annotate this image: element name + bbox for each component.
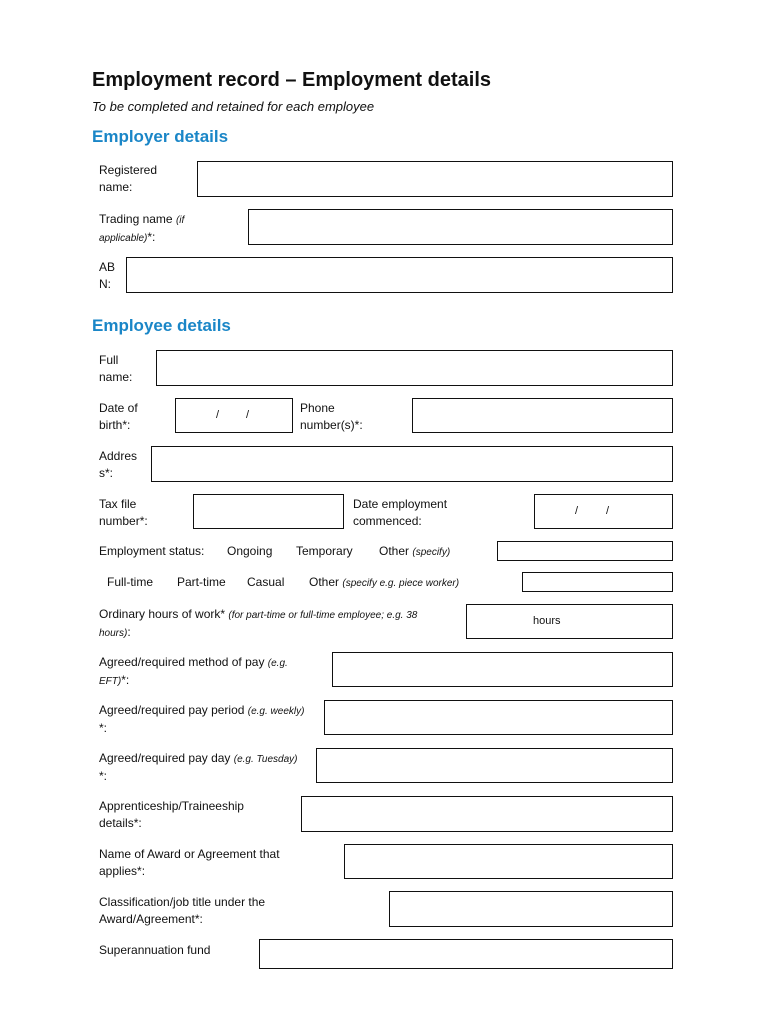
- award-field[interactable]: [344, 844, 673, 879]
- abn-label: AB N:: [99, 260, 116, 291]
- employment-status-label: Employment status:: [99, 544, 205, 558]
- classification-field[interactable]: [389, 891, 673, 927]
- pay-period-field[interactable]: [324, 700, 673, 735]
- phone-label: Phone number(s)*:: [300, 401, 363, 432]
- commenced-slash-1: /: [575, 505, 579, 517]
- pay-day-label: Agreed/required pay day (e.g. Tuesday) *:: [99, 751, 298, 783]
- registered-name-field[interactable]: [197, 161, 673, 197]
- part-time-option[interactable]: Part-time: [177, 575, 226, 589]
- dob-slash-1: /: [216, 409, 220, 421]
- superannuation-field[interactable]: [259, 939, 673, 969]
- other-basis-specify-field[interactable]: [522, 572, 673, 592]
- dob-slash-2: /: [246, 409, 250, 421]
- tax-file-number-label: Tax file number*:: [99, 497, 148, 528]
- pay-method-field[interactable]: [332, 652, 673, 687]
- tax-file-number-field[interactable]: [193, 494, 344, 529]
- full-time-option[interactable]: Full-time: [107, 575, 154, 589]
- status-other-specify-field[interactable]: [497, 541, 673, 561]
- page-title: Employment record – Employment details: [92, 69, 491, 91]
- status-temporary-option[interactable]: Temporary: [296, 544, 353, 558]
- apprenticeship-label: Apprenticeship/Traineeship details*:: [99, 799, 244, 830]
- page-subtitle: To be completed and retained for each employee: [92, 99, 375, 114]
- status-other-option[interactable]: Other (specify): [379, 544, 451, 558]
- dob-field[interactable]: [175, 398, 293, 433]
- date-commenced-field[interactable]: [534, 494, 673, 529]
- other-basis-option[interactable]: Other (specify e.g. piece worker): [309, 575, 460, 589]
- trading-name-field[interactable]: [248, 209, 673, 245]
- pay-day-field[interactable]: [316, 748, 673, 783]
- pay-method-label: Agreed/required method of pay (e.g. EFT)*:: [99, 655, 288, 687]
- full-name-field[interactable]: [156, 350, 673, 386]
- address-label: Addres s*:: [99, 449, 138, 480]
- casual-option[interactable]: Casual: [247, 575, 285, 589]
- date-commenced-label: Date employment commenced:: [353, 497, 448, 528]
- employee-details-heading: Employee details: [92, 316, 231, 335]
- hours-unit-text: hours: [533, 615, 561, 627]
- ordinary-hours-field[interactable]: [466, 604, 673, 639]
- registered-name-label: Registered name:: [99, 163, 158, 194]
- classification-label: Classification/job title under the Award/Agreement*:: [99, 895, 266, 926]
- phone-field[interactable]: [412, 398, 673, 433]
- award-label: Name of Award or Agreement that applies*:: [99, 847, 280, 878]
- employer-details-heading: Employer details: [92, 127, 229, 146]
- status-ongoing-option[interactable]: Ongoing: [227, 544, 273, 558]
- commenced-slash-2: /: [606, 505, 610, 517]
- abn-field[interactable]: [126, 257, 673, 293]
- ordinary-hours-label: Ordinary hours of work* (for part-time or full-time employee; e.g. 38 hours):: [99, 607, 418, 639]
- pay-period-label: Agreed/required pay period (e.g. weekly) *:: [99, 703, 305, 735]
- full-name-label: Full name:: [99, 353, 133, 384]
- dob-label: Date of birth*:: [99, 401, 138, 432]
- trading-name-label: Trading name (if applicable)*:: [99, 212, 185, 244]
- apprenticeship-field[interactable]: [301, 796, 673, 832]
- superannuation-label: Superannuation fund: [99, 943, 211, 957]
- address-field[interactable]: [151, 446, 673, 482]
